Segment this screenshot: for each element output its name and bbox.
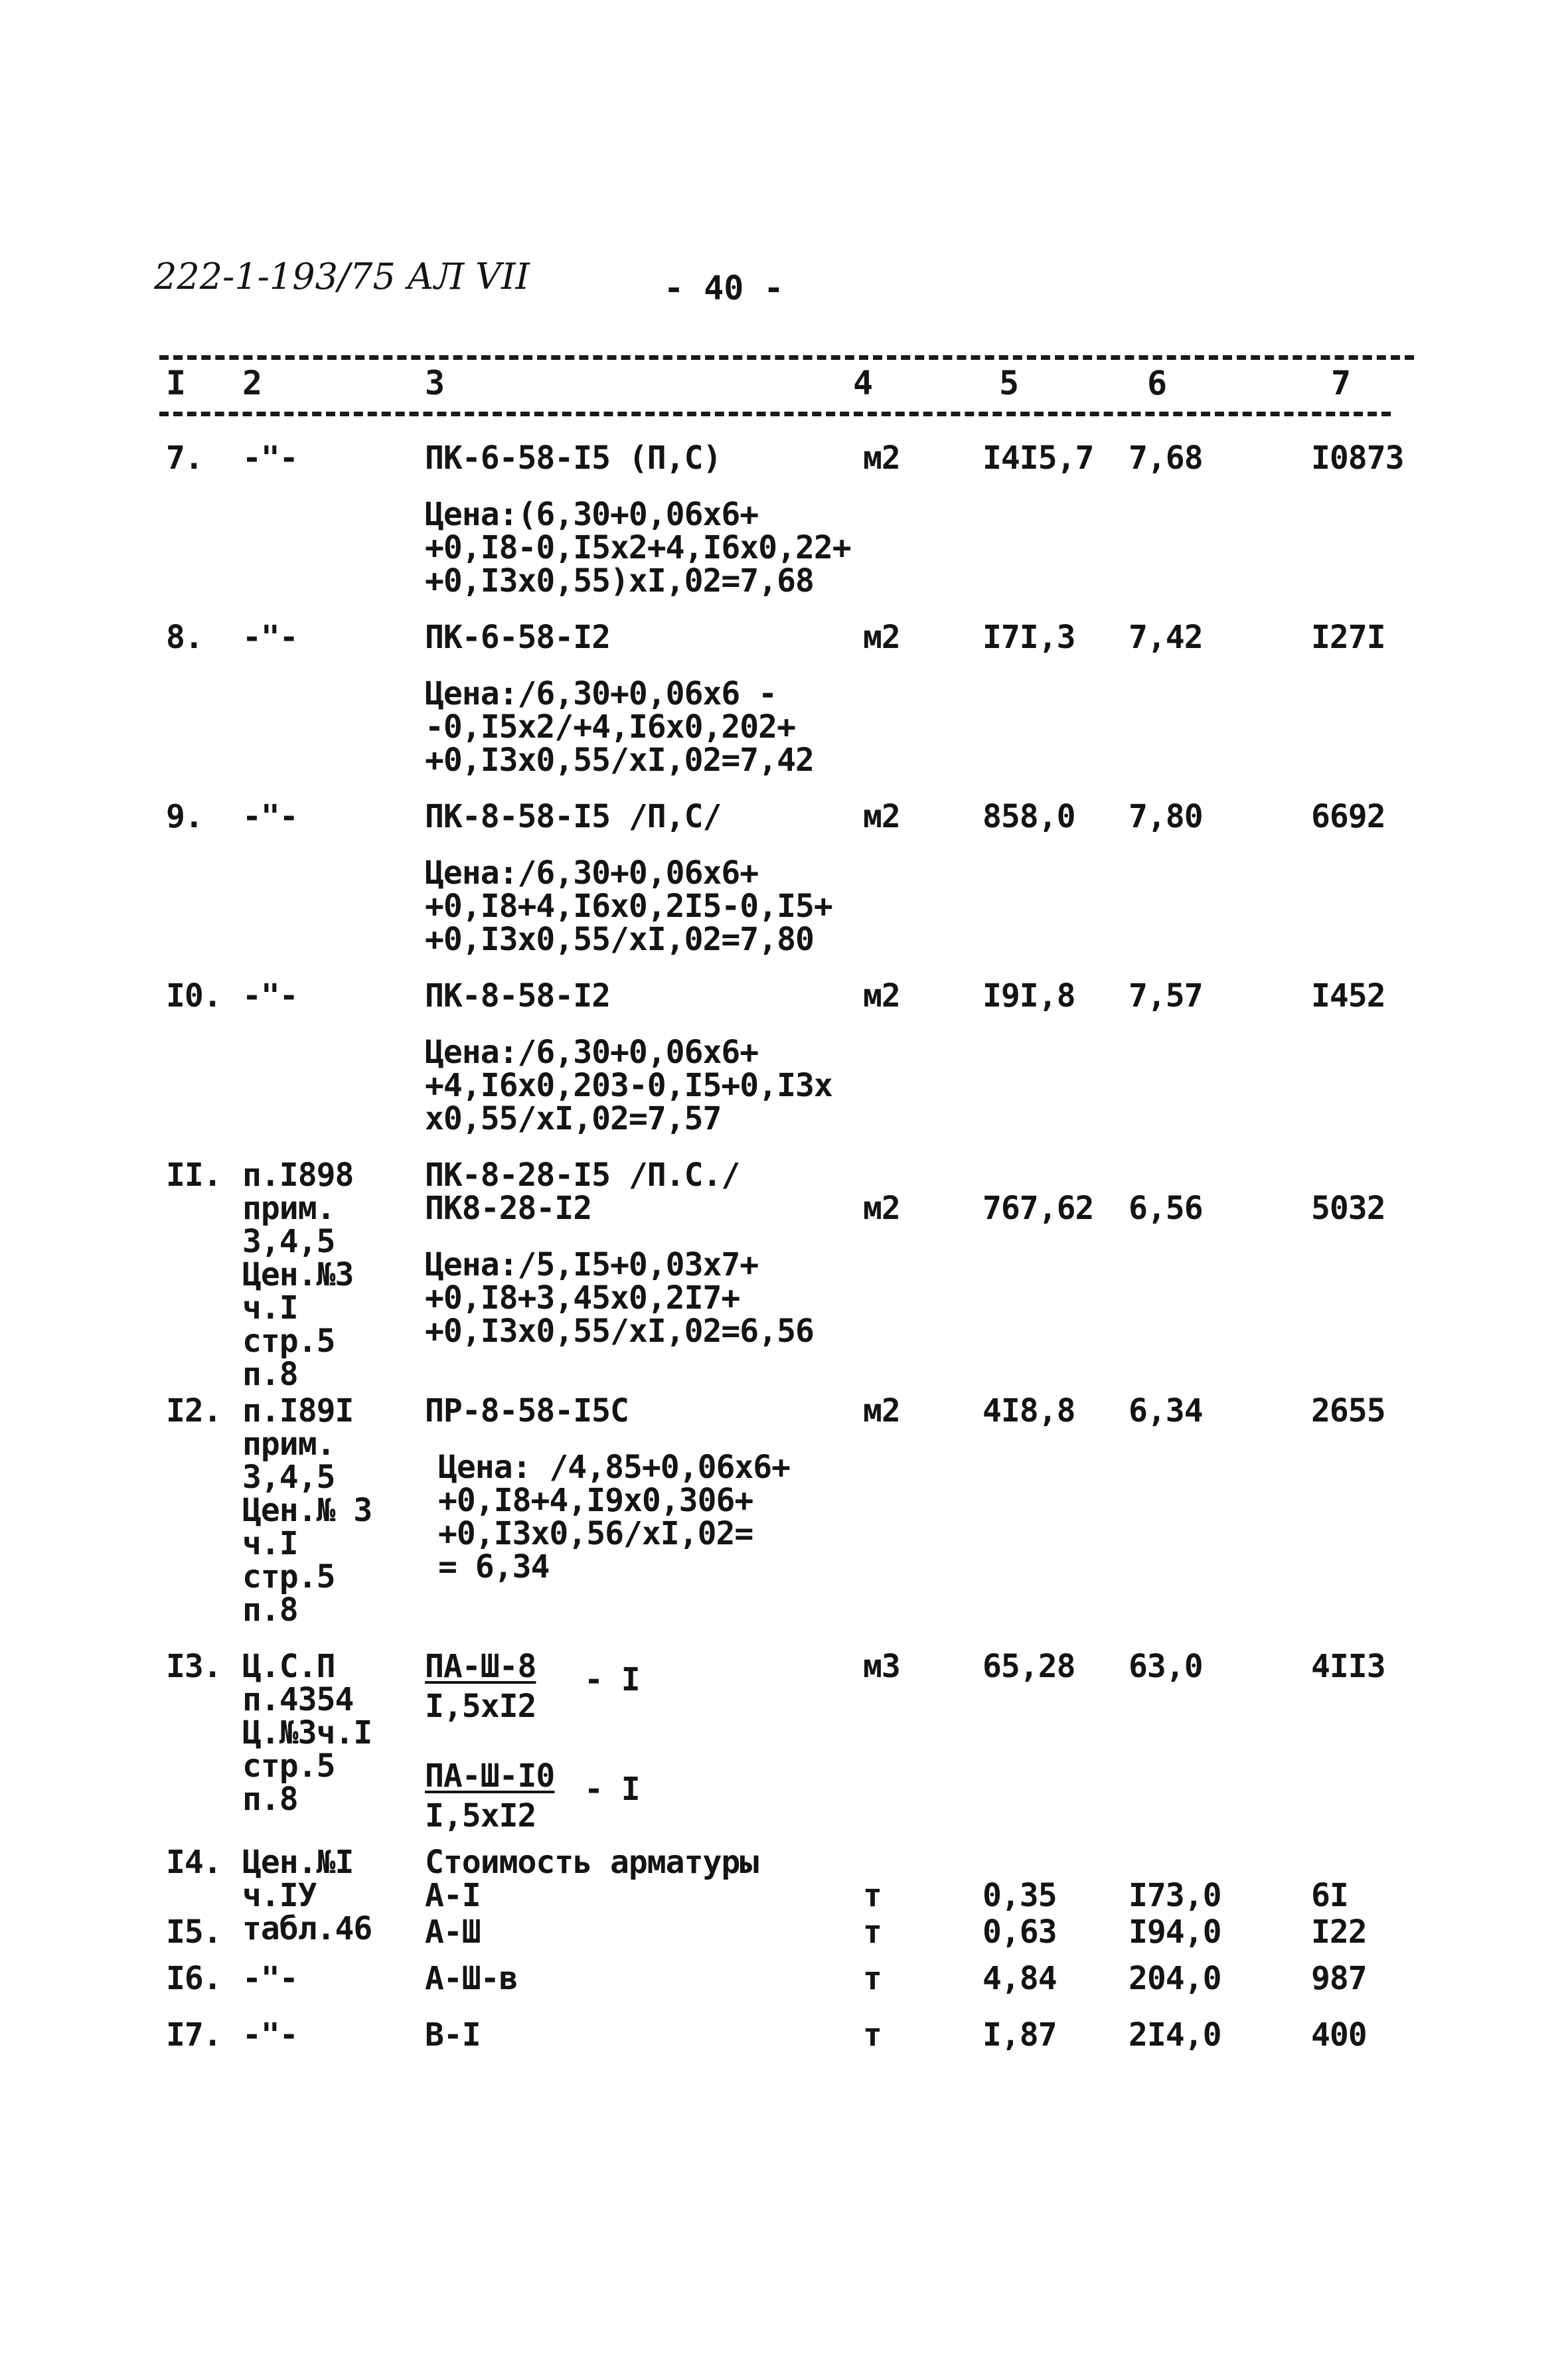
row-quantity: I9I,8 <box>982 977 1075 1014</box>
row-total: 6692 <box>1311 798 1385 835</box>
row-item-name: А-Ш-в <box>425 1960 518 1997</box>
row-quantity: 65,28 <box>982 1648 1075 1685</box>
row-unit: м3 <box>863 1648 900 1685</box>
row-item-name: ПК-8-58-I2 <box>425 977 610 1014</box>
row-quantity: I,87 <box>982 2016 1057 2054</box>
row-reference: Цен.№I <box>242 1844 354 1881</box>
row-total: I452 <box>1311 977 1385 1014</box>
row-unit: т <box>863 1913 882 1951</box>
row-reference: стр.5 <box>242 1558 335 1595</box>
row-total: 987 <box>1311 1960 1367 1997</box>
price-calculation: х0,55/хI,02=7,57 <box>425 1100 722 1137</box>
row-reference: стр.5 <box>242 1323 335 1360</box>
row-reference: п.8 <box>242 1591 298 1629</box>
row-unit-price: 6,56 <box>1129 1190 1203 1227</box>
row-unit: т <box>863 2016 882 2054</box>
row-item-name: Стоимость арматуры <box>425 1844 759 1881</box>
row-total: I27I <box>1311 619 1385 656</box>
row-reference: прим. <box>242 1190 335 1227</box>
fraction-numerator: ПА-Ш-I0 <box>425 1757 555 1795</box>
row-item-name: ПК-8-58-I5 /П,С/ <box>425 798 722 835</box>
row-item-name: А-Ш <box>425 1913 481 1951</box>
row-reference: -"- <box>242 798 298 835</box>
row-quantity: 0,35 <box>982 1877 1057 1914</box>
row-total: I22 <box>1311 1913 1367 1951</box>
row-reference: п.8 <box>242 1781 298 1818</box>
row-item-name: ПК8-28-I2 <box>425 1190 592 1227</box>
row-item-name: А-I <box>425 1877 481 1914</box>
row-total: 400 <box>1311 2016 1367 2054</box>
price-calculation: +0,I8+3,45х0,2I7+ <box>425 1279 740 1317</box>
price-calculation: Цена:(6,30+0,06х6+ <box>425 496 759 533</box>
row-unit: т <box>863 1960 882 1997</box>
row-item-name: ПР-8-58-I5С <box>425 1392 629 1429</box>
row-unit-price: 7,57 <box>1129 977 1203 1014</box>
row-quantity: 0,63 <box>982 1913 1057 1951</box>
row-quantity: 4I8,8 <box>982 1392 1075 1429</box>
price-calculation: -0,I5х2/+4,I6х0,202+ <box>425 708 795 746</box>
row-reference: п.I898 <box>242 1157 354 1194</box>
row-reference: п.I89I <box>242 1392 354 1429</box>
row-reference: ч.I <box>242 1525 298 1562</box>
row-total: 4II3 <box>1311 1648 1385 1685</box>
price-calculation: Цена:/6,30+0,06х6 - <box>425 675 777 712</box>
row-quantity: I4I5,7 <box>982 440 1094 477</box>
col-header-5: 5 <box>999 364 1020 402</box>
row-reference: 3,4,5 <box>242 1223 335 1260</box>
row-reference: табл.46 <box>242 1910 372 1947</box>
row-unit-price: 63,0 <box>1129 1648 1203 1685</box>
price-calculation: +4,I6х0,203-0,I5+0,I3х <box>425 1067 832 1104</box>
price-calculation: = 6,34 <box>438 1548 550 1585</box>
row-number: II. <box>166 1157 222 1194</box>
row-unit-price: 204,0 <box>1129 1960 1221 1997</box>
price-calculation: +0,I3х0,55/хI,02=7,42 <box>425 742 814 779</box>
row-number: I3. <box>166 1648 222 1685</box>
row-quantity: 4,84 <box>982 1960 1057 1997</box>
row-number: 7. <box>166 440 203 477</box>
row-unit: м2 <box>863 798 900 835</box>
row-reference: ч.I <box>242 1289 298 1327</box>
row-total: 2655 <box>1311 1392 1385 1429</box>
row-number: I2. <box>166 1392 222 1429</box>
row-unit: м2 <box>863 977 900 1014</box>
col-header-7: 7 <box>1331 364 1352 402</box>
price-calculation: +0,I8-0,I5х2+4,I6х0,22+ <box>425 529 851 566</box>
row-reference: -"- <box>242 1960 298 1997</box>
row-number: I4. <box>166 1844 222 1881</box>
row-item-name: ПК-8-28-I5 /П.С./ <box>425 1157 740 1194</box>
col-header-6: 6 <box>1147 364 1168 402</box>
fraction-denominator: I,5хI2 <box>425 1797 536 1834</box>
row-reference: стр.5 <box>242 1747 335 1785</box>
row-reference: -"- <box>242 440 298 477</box>
price-calculation: Цена:/6,30+0,06х6+ <box>425 1034 759 1071</box>
row-total: I0873 <box>1311 440 1404 477</box>
row-number: 8. <box>166 619 203 656</box>
row-unit-price: 2I4,0 <box>1129 2016 1221 2054</box>
row-reference: -"- <box>242 619 298 656</box>
row-unit-price: I73,0 <box>1129 1877 1221 1914</box>
table-header-rule <box>159 412 1391 416</box>
row-quantity: I7I,3 <box>982 619 1075 656</box>
row-item-name: ПК-6-58-I5 (П,С) <box>425 440 722 477</box>
doc-code: 222-1-193/75 АЛ VII <box>154 256 530 297</box>
row-unit-price: 6,34 <box>1129 1392 1203 1429</box>
row-item-name: В-I <box>425 2016 481 2054</box>
row-unit: м2 <box>863 440 900 477</box>
row-reference: прим. <box>242 1425 335 1463</box>
row-reference: ч.IУ <box>242 1877 317 1914</box>
row-number: I6. <box>166 1960 222 1997</box>
fraction-suffix: - I <box>584 1661 640 1698</box>
row-unit: м2 <box>863 619 900 656</box>
row-unit: м2 <box>863 1190 900 1227</box>
col-header-2: 2 <box>242 364 263 402</box>
row-reference: Ц.С.П <box>242 1648 335 1685</box>
row-unit-price: 7,68 <box>1129 440 1203 477</box>
row-total: 6I <box>1311 1877 1348 1914</box>
fraction-suffix: - I <box>584 1771 640 1808</box>
col-header-3: 3 <box>425 364 445 402</box>
row-reference: 3,4,5 <box>242 1459 335 1496</box>
price-calculation: Цена: /4,85+0,06х6+ <box>438 1449 791 1486</box>
row-reference: п.8 <box>242 1356 298 1393</box>
row-reference: -"- <box>242 977 298 1014</box>
price-calculation: +0,I3х0,55)хI,02=7,68 <box>425 562 814 600</box>
price-calculation: +0,I3х0,55/хI,02=6,56 <box>425 1313 814 1350</box>
row-quantity: 858,0 <box>982 798 1075 835</box>
row-reference: -"- <box>242 2016 298 2054</box>
fraction-numerator: ПА-Ш-8 <box>425 1648 536 1685</box>
price-calculation: +0,I3х0,56/хI,02= <box>438 1515 753 1552</box>
row-number: 9. <box>166 798 203 835</box>
row-number: I0. <box>166 977 222 1014</box>
row-item-name: ПК-6-58-I2 <box>425 619 610 656</box>
row-unit-price: 7,42 <box>1129 619 1203 656</box>
price-calculation: +0,I8+4,I6х0,2I5-0,I5+ <box>425 888 832 925</box>
row-unit: м2 <box>863 1392 900 1429</box>
price-calculation: Цена:/6,30+0,06х6+ <box>425 854 759 892</box>
row-reference: Ц.№3ч.I <box>242 1714 372 1751</box>
row-reference: п.4354 <box>242 1681 354 1718</box>
row-quantity: 767,62 <box>982 1190 1094 1227</box>
row-number: I5. <box>166 1913 222 1951</box>
row-unit: т <box>863 1877 882 1914</box>
row-unit-price: I94,0 <box>1129 1913 1221 1951</box>
fraction-denominator: I,5хI2 <box>425 1688 536 1725</box>
col-header-4: 4 <box>853 364 874 402</box>
row-reference: Цен.№3 <box>242 1256 354 1293</box>
row-number: I7. <box>166 2016 222 2054</box>
row-reference: Цен.№ 3 <box>242 1492 372 1529</box>
table-top-rule <box>159 355 1414 360</box>
page-number: - 40 - <box>664 269 784 307</box>
row-unit-price: 7,80 <box>1129 798 1203 835</box>
col-header-1: I <box>166 364 187 402</box>
row-total: 5032 <box>1311 1190 1385 1227</box>
price-calculation: Цена:/5,I5+0,03х7+ <box>425 1246 759 1283</box>
price-calculation: +0,I3х0,55/хI,02=7,80 <box>425 921 814 958</box>
price-calculation: +0,I8+4,I9х0,306+ <box>438 1482 753 1519</box>
